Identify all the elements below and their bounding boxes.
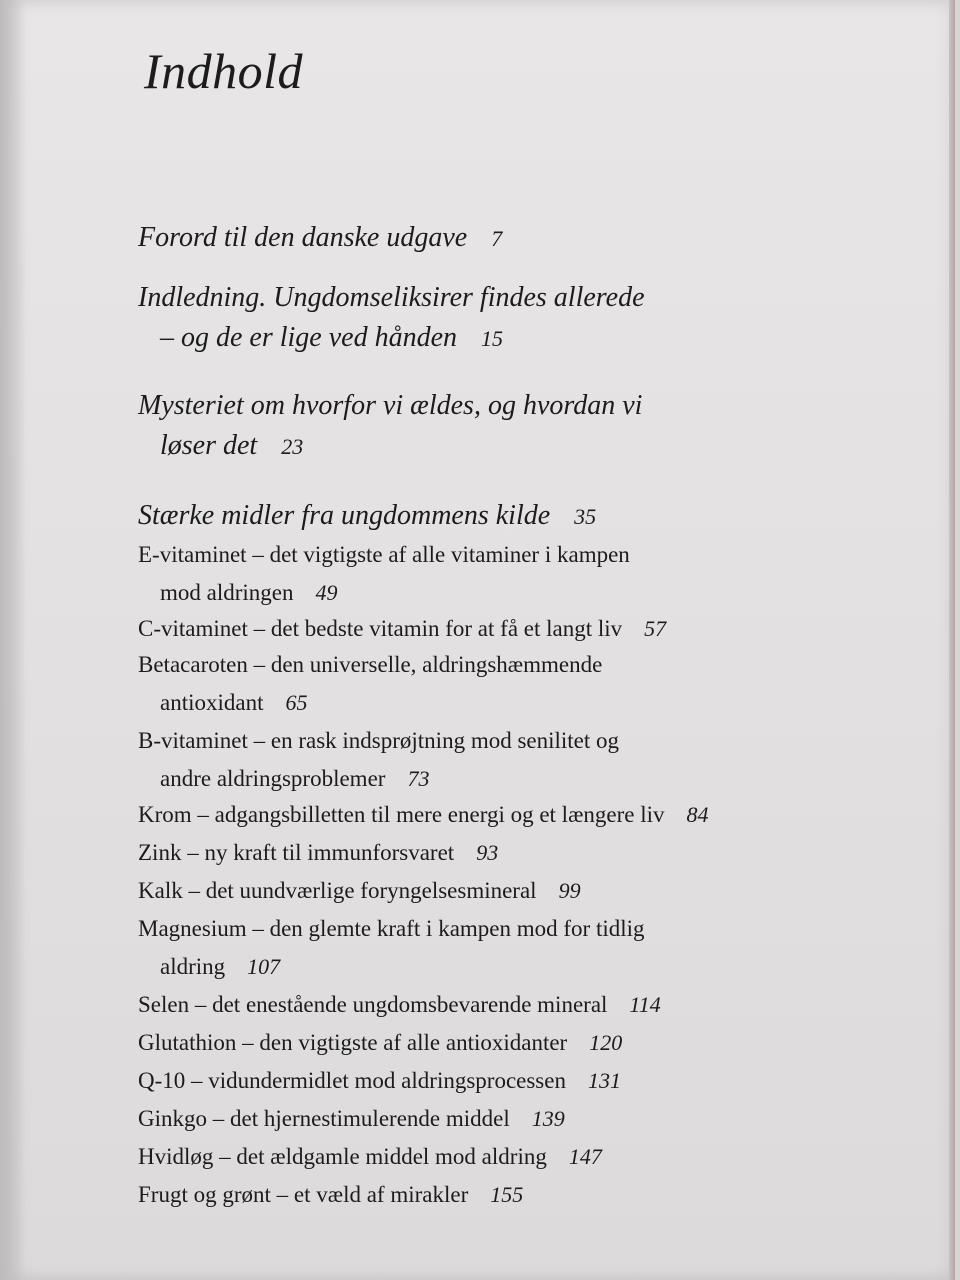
toc-entry-vitamin-b xyxy=(138,722,858,798)
toc-page-number: 155 xyxy=(490,1182,524,1207)
toc-entry-magnesium xyxy=(138,910,858,986)
toc-entry-line: Zink – ny kraft til immunforsvaret 93 xyxy=(138,840,499,865)
toc-entry-strong-remedies xyxy=(138,496,858,537)
toc-entry-line: Stærke midler fra ungdommens kilde 35 xyxy=(138,500,597,531)
toc-entry-garlic xyxy=(138,1138,858,1176)
toc-page-number: 114 xyxy=(629,992,661,1017)
toc-entry-q10 xyxy=(138,1062,858,1100)
toc-entry-chromium xyxy=(138,796,858,834)
toc-page-number: 15 xyxy=(481,326,504,351)
toc-entry-line: B-vitaminet – en rask indsprøjtning mod senilitet og xyxy=(138,728,620,753)
toc-entry-line: Q-10 – vidundermidlet mod aldringsprocessen 131 xyxy=(138,1068,621,1093)
toc-page-number: 147 xyxy=(568,1144,602,1169)
toc-page-number: 57 xyxy=(644,616,667,641)
toc-page-number: 73 xyxy=(407,766,430,791)
toc-entry-line: – og de er lige ved hånden 15 xyxy=(160,322,504,353)
toc-entry-line: aldring 107 xyxy=(160,954,281,979)
toc-title: Indhold xyxy=(144,43,304,99)
toc-entry-line: Krom – adgangsbilletten til mere energi og et længere liv 84 xyxy=(138,802,709,827)
toc-page-number: 107 xyxy=(247,954,281,979)
toc-entry-calcium xyxy=(138,872,858,910)
toc-entry-line: mod aldringen 49 xyxy=(160,580,338,605)
toc-entry-line: Ginkgo – det hjernestimulerende middel 139 xyxy=(138,1106,565,1131)
toc-entry-line: Forord til den danske udgave 7 xyxy=(138,222,503,253)
toc-entry-selenium xyxy=(138,986,858,1024)
toc-entry-line: Mysteriet om hvorfor vi ældes, og hvordan vi xyxy=(138,390,643,421)
toc-page-number: 65 xyxy=(285,690,308,715)
toc-entry-line: Betacaroten – den universelle, aldringshæmmende xyxy=(138,652,603,677)
toc-entry-introduction xyxy=(138,278,858,359)
toc-entry-vitamin-e xyxy=(138,536,858,612)
toc-page-number: 35 xyxy=(574,504,597,529)
toc-page-number: 84 xyxy=(686,802,709,827)
page-gutter-shadow xyxy=(0,0,26,1280)
toc-entry-zinc xyxy=(138,834,858,872)
toc-page-number: 23 xyxy=(281,434,304,459)
toc-entry-mystery xyxy=(138,386,858,467)
toc-entry-vitamin-c xyxy=(138,610,858,648)
toc-entry-line: Kalk – det uundværlige foryngelsesmineral 99 xyxy=(138,878,581,903)
toc-page-number: 99 xyxy=(558,878,581,903)
toc-page-number: 120 xyxy=(589,1030,623,1055)
toc-entry-line: løser det 23 xyxy=(160,430,304,461)
toc-entry-foreword xyxy=(138,218,858,259)
toc-entry-line: andre aldringsproblemer 73 xyxy=(160,766,430,791)
toc-entry-line: Frugt og grønt – et væld af mirakler 155 xyxy=(138,1182,524,1207)
toc-entry-line: Selen – det enestående ungdomsbevarende mineral 114 xyxy=(138,992,661,1017)
toc-page-number: 7 xyxy=(491,226,503,251)
toc-entry-line: C-vitaminet – det bedste vitamin for at få et langt liv 57 xyxy=(138,616,667,641)
toc-entry-line: Magnesium – den glemte kraft i kampen mod for tidlig xyxy=(138,916,645,941)
toc-entry-line: antioxidant 65 xyxy=(160,690,308,715)
toc-page-number: 93 xyxy=(476,840,499,865)
toc-entry-line: E-vitaminet – det vigtigste af alle vitaminer i kampen xyxy=(138,542,630,567)
toc-entry-line: Indledning. Ungdomseliksirer findes allerede xyxy=(138,282,645,313)
toc-entry-betacarotene xyxy=(138,646,858,722)
toc-entry-ginkgo xyxy=(138,1100,858,1138)
toc-entry-line: Hvidløg – det ældgamle middel mod aldring 147 xyxy=(138,1144,602,1169)
toc-page-number: 131 xyxy=(587,1068,621,1093)
toc-page-number: 49 xyxy=(315,580,338,605)
toc-entry-line: Glutathion – den vigtigste af alle antioxidanter 120 xyxy=(138,1030,623,1055)
toc-entry-glutathione xyxy=(138,1024,858,1062)
toc-page-number: 139 xyxy=(531,1106,565,1131)
toc-entry-fruit-vegetables xyxy=(138,1176,858,1214)
page-edge xyxy=(949,0,955,1280)
